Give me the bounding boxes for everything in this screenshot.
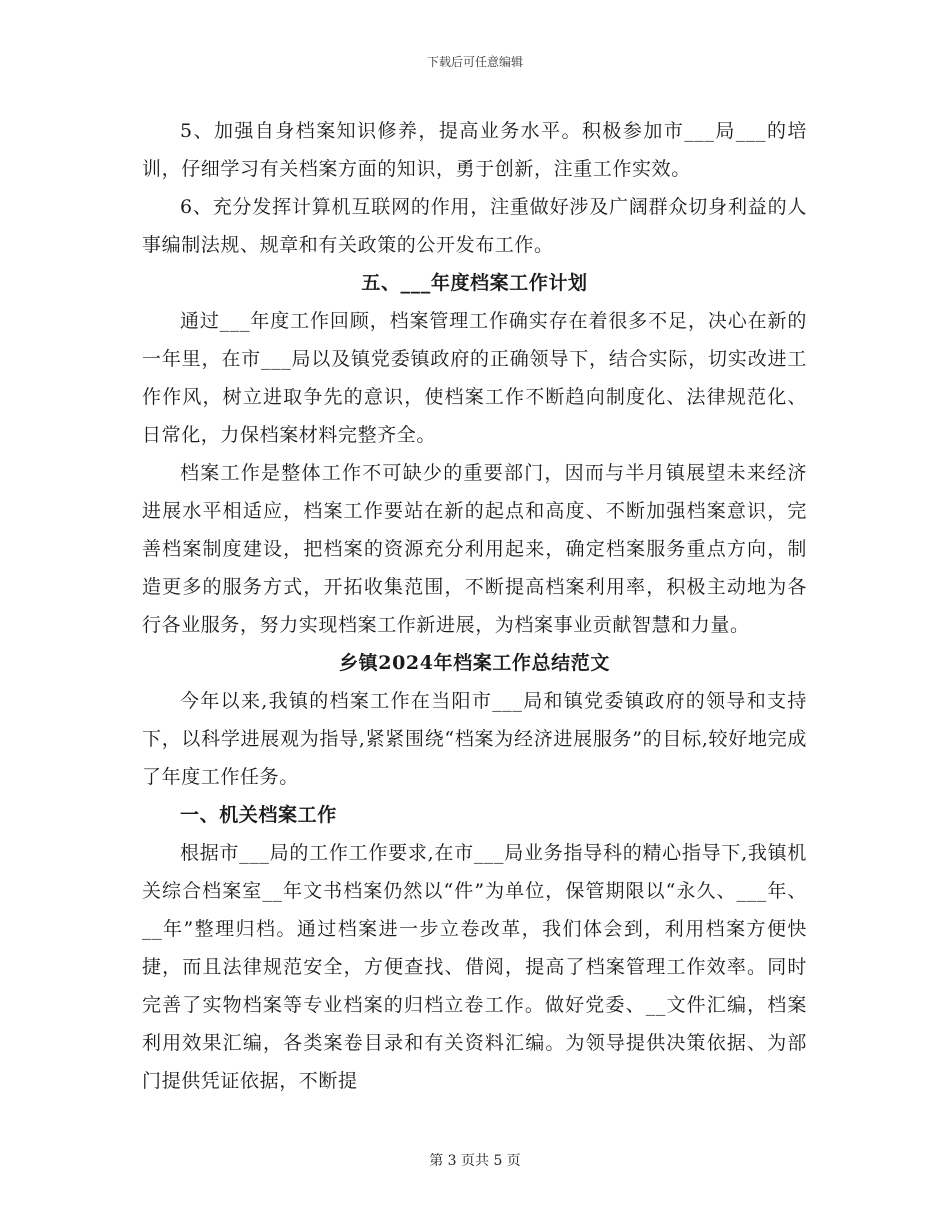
section-heading-plan: 五、___年度档案工作计划: [361, 272, 588, 294]
document-body: [142, 112, 807, 1100]
paragraph-intro: 今年以来,我镇的档案工作在当阳市___局和镇党委镇政府的领导和支持下，以科学进展观为指导,紧紧围绕“档案为经济进展服务”的目标,较好地完成了年度工作任务。: [142, 690, 807, 788]
page-header: 下载后可任意编辑: [426, 55, 523, 69]
paragraph-item-6: 6、充分发挥计算机互联网的作用，注重做好涉及广阔群众切身利益的人事编制法规、规章和有关政策的公开发布工作。: [142, 196, 807, 256]
section-heading-archives: 一、机关档案工作: [180, 804, 337, 826]
paragraph-review: 通过___年度工作回顾，档案管理工作确实存在着很多不足，决心在新的一年里，在市___局以及镇党委镇政府的正确领导下，结合实际，切实改进工作作风，树立进取争先的意识，使档案工作不断趋向制度化、法律规范化、日常化，力保档案材料完整齐全。: [142, 310, 807, 446]
paragraph-item-5: 5、加强自身档案知识修养，提高业务水平。积极参加市___局___的培训，仔细学习有关档案方面的知识，勇于创新，注重工作实效。: [142, 120, 807, 180]
paragraph-importance: 档案工作是整体工作不可缺少的重要部门，因而与半月镇展望未来经济进展水平相适应，档案工作要站在新的起点和高度、不断加强档案意识，完善档案制度建设，把档案的资源充分利用起来，确定档案服务重点方向，制造更多的服务方式，开拓收集范围，不断提高档案利用率，积极主动地为各行各业服务，努力实现档案工作新进展，为档案事业贡献智慧和力量。: [142, 462, 807, 636]
paragraph-archives-work: 根据市___局的工作工作要求,在市___局业务指导科的精心指导下,我镇机关综合档案室__年文书档案仍然以“件”为单位，保管期限以“永久、___年、__年”整理归档。通过档案进一步立卷改革，我们体会到，利用档案方便快捷，而且法律规范安全，方便查找、借阅，提高了档案管理工作效率。同时完善了实物档案等专业档案的归档立卷工作。做好党委、__文件汇编，档案利用效果汇编，各类案卷目录和有关资料汇编。为领导提供决策依据、为部门提供凭证依据，不断提: [142, 842, 807, 1092]
page-footer: 第 3 页共 5 页: [429, 1153, 521, 1169]
document-title: 乡镇2024年档案工作总结范文: [339, 652, 610, 674]
